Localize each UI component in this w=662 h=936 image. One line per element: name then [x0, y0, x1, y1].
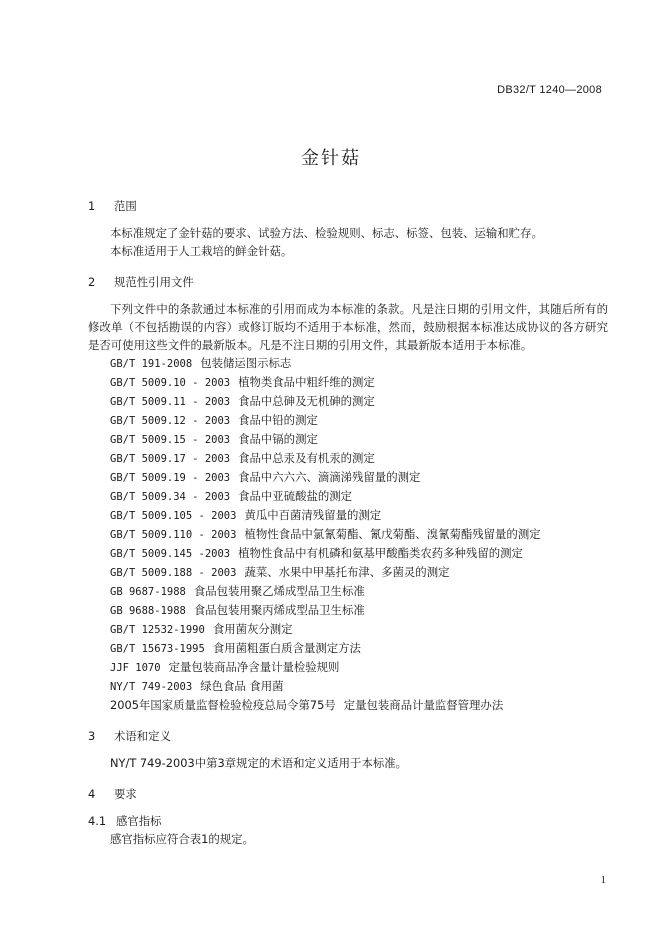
section-number: 3 — [88, 729, 96, 743]
reference-code: GB/T 5009.11 - 2003 — [110, 396, 231, 408]
reference-title: 食品中镉的测定 — [238, 432, 318, 446]
reference-title: 食品中总砷及无机砷的测定 — [238, 394, 375, 408]
reference-title: 食用菌粗蛋白质含量测定方法 — [212, 641, 361, 655]
reference-code: GB/T 5009.10 - 2003 — [110, 377, 231, 389]
reference-title: 食品中总汞及有机汞的测定 — [238, 451, 375, 465]
reference-title: 植物性食品中氯氰菊酯、氰戊菊酯、溴氰菊酯残留量的测定 — [244, 527, 541, 541]
section-heading-scope — [88, 197, 608, 215]
list-item — [88, 392, 608, 411]
list-item — [88, 525, 608, 544]
list-item — [88, 449, 608, 468]
section-title: 范围 — [114, 199, 137, 213]
list-item — [88, 620, 608, 639]
section-heading-terms — [88, 727, 608, 745]
reference-code: GB/T 5009.34 - 2003 — [110, 491, 231, 503]
list-item — [88, 411, 608, 430]
page-number: 1 — [600, 874, 606, 886]
paragraph: 本标准规定了金针菇的要求、试验方法、检验规则、标志、标签、包装、运输和贮存。 — [110, 226, 543, 240]
paragraph: 感官指标应符合表1的规定。 — [110, 832, 254, 846]
reference-code: GB/T 5009.15 - 2003 — [110, 434, 231, 446]
reference-title: 定量包装商品净含量计量检验规则 — [168, 660, 340, 674]
reference-code: JJF 1070 — [110, 662, 161, 674]
list-item — [88, 544, 608, 563]
list-item — [88, 506, 608, 525]
reference-code: GB/T 5009.19 - 2003 — [110, 472, 231, 484]
reference-code: 2005年国家质量监督检验检疫总局令第75号 — [110, 698, 336, 712]
section-number: 2 — [88, 275, 96, 289]
section-title: 要求 — [114, 787, 137, 801]
list-item — [88, 582, 608, 601]
reference-title: 绿色食品 食用菌 — [200, 679, 284, 693]
reference-title: 食用菌灰分测定 — [212, 622, 293, 636]
list-item — [88, 373, 608, 392]
list-item — [88, 468, 608, 487]
paragraph: 本标准适用于人工栽培的鲜金针菇。 — [110, 244, 293, 258]
reference-title: 植物类食品中粗纤维的测定 — [238, 375, 375, 389]
list-item — [88, 354, 608, 373]
paragraph: 下列文件中的条款通过本标准的引用而成为本标准的条款。凡是注日期的引用文件，其随后所有的修改单（不包括勘误的内容）或修订版均不适用于本标准，然而，鼓励根据本标准达成协议的各方研究是否可使用这些文件的最新版本。凡是不注日期的引用文件，其最新版本适用于本标准。 — [88, 302, 608, 352]
reference-code: GB/T 5009.188 - 2003 — [110, 567, 237, 579]
reference-code: GB/T 15673-1995 — [110, 643, 205, 655]
reference-title: 食品中亚硫酸盐的测定 — [238, 489, 353, 503]
reference-title: 蔬菜、水果中甲基托布津、多菌灵的测定 — [244, 565, 450, 579]
list-item — [88, 601, 608, 620]
reference-code: GB/T 5009.145 -2003 — [110, 548, 231, 560]
reference-code: GB/T 5009.105 - 2003 — [110, 510, 237, 522]
reference-title: 食品中六六六、滴滴涕残留量的测定 — [238, 470, 421, 484]
reference-title: 食品包装用聚乙烯成型品卫生标准 — [193, 584, 365, 598]
subsection-title: 感官指标 — [116, 814, 162, 828]
reference-code: GB/T 5009.12 - 2003 — [110, 415, 231, 427]
reference-code: GB/T 191-2008 — [110, 358, 193, 370]
section-number: 1 — [88, 199, 96, 213]
section-heading-requirements — [88, 785, 608, 803]
reference-code: GB/T 12532-1990 — [110, 624, 205, 636]
list-item — [88, 487, 608, 506]
list-item — [88, 696, 608, 714]
reference-title: 包装储运图示标志 — [200, 356, 292, 370]
subsection-number: 4.1 — [88, 814, 107, 828]
list-item — [88, 658, 608, 677]
document-body — [88, 197, 608, 848]
reference-code: NY/T 749-2003 — [110, 681, 193, 693]
document-code: DB32/T 1240—2008 — [497, 84, 602, 96]
reference-list — [88, 354, 608, 714]
reference-code: GB/T 5009.17 - 2003 — [110, 453, 231, 465]
reference-title: 黄瓜中百菌清残留量的测定 — [244, 508, 382, 522]
list-item — [88, 677, 608, 696]
reference-title: 植物性食品中有机磷和氨基甲酸酯类农药多种残留的测定 — [238, 546, 523, 560]
reference-code: GB 9687-1988 — [110, 586, 186, 598]
page-title: 金针菇 — [301, 148, 361, 169]
paragraph: NY/T 749-2003中第3章规定的术语和定义适用于本标准。 — [110, 756, 408, 770]
subsection-heading-sensory — [88, 812, 608, 830]
section-title: 术语和定义 — [114, 729, 171, 743]
reference-title: 食品中铅的测定 — [238, 413, 318, 427]
reference-title: 定量包装商品计量监督管理办法 — [343, 698, 504, 712]
section-number: 4 — [88, 787, 96, 801]
section-heading-references — [88, 273, 608, 291]
reference-code: GB/T 5009.110 - 2003 — [110, 529, 237, 541]
list-item — [88, 430, 608, 449]
list-item — [88, 563, 608, 582]
section-title: 规范性引用文件 — [114, 275, 194, 289]
list-item — [88, 639, 608, 658]
reference-code: GB 9688-1988 — [110, 605, 186, 617]
reference-title: 食品包装用聚丙烯成型品卫生标准 — [193, 603, 365, 617]
